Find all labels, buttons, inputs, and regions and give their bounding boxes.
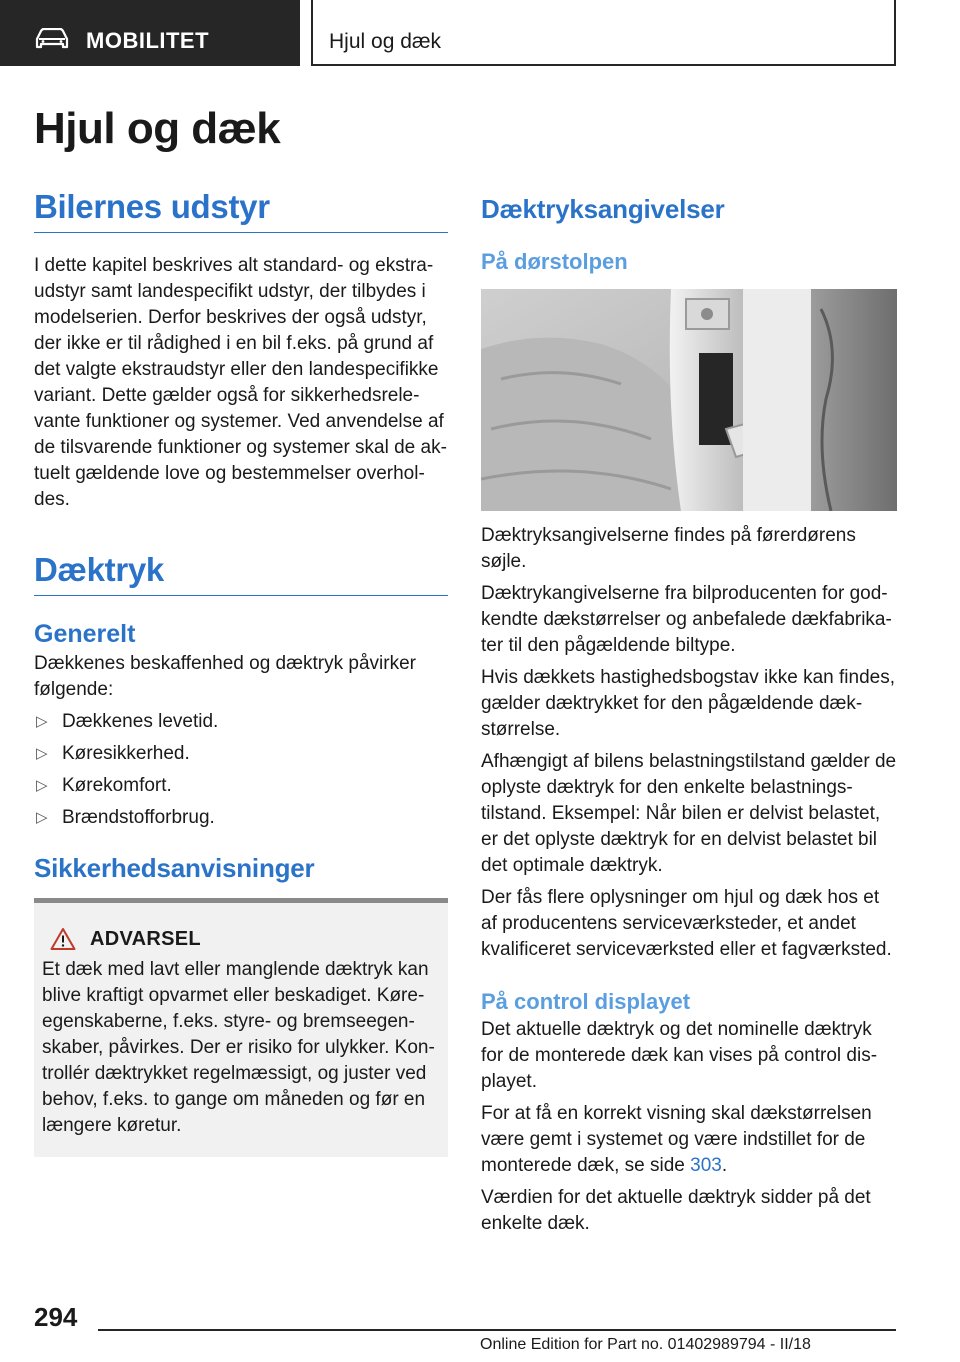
service-info-text: Der fås flere oplysninger om hjul og dæk hos et af producentens serviceværksteder, et andet kvalificeret serviceværksted eller et fagværksted. (481, 887, 892, 960)
heading-safety: Sikkerhedsanvisninger (34, 853, 315, 883)
left-column (34, 188, 448, 1157)
door-pillar-illustration (481, 289, 897, 511)
pressure-location-text: Dæktryksangivelserne findes på førerdørens søjle. (481, 525, 856, 572)
triangle-bullet-icon: ▷ (36, 777, 48, 794)
manufacturer-pressure-text: Dæktrykangivelserne fra bilproducenten for god-kendte dækstørrelser og anbefalede dækfabrika-ter til den pågældende biltype. (481, 583, 892, 656)
triangle-bullet-icon: ▷ (36, 809, 48, 826)
equipment-text: I dette kapitel beskrives alt standard- og ekstra-udstyr samt landespecifikt udstyr, der tilbydes i modelserien. Derfor beskrives der også udstyr, der ikke er til rådighed i en bil f.eks. på grund af det valgte ekstraudstyr eller den landespecifikke variant. Dette gælder også for sikkerhedsrele-vante funktioner og systemer. Ved anvendelse af de tilsvarende funktioner og systemer skal de ak-tuelt gældende love og bestemmelser overhol-des. (34, 255, 447, 510)
load-state-text: Afhængigt af bilens belastningstilstand gælder de oplyste dæktryk for den enkelte belastnings-tilstand. Eksempel: Når bilen er delvist belastet, er det oplyste dæktryk for en delvist belastet bil det optimale dæktryk. (481, 751, 897, 876)
heading-general: Generelt (34, 620, 136, 648)
effects-list (34, 709, 448, 831)
section-header (311, 0, 896, 66)
list-item: ▷ Køresikkerhed. (34, 741, 448, 767)
door-pillar-photo (481, 289, 897, 511)
heading-control-display: På control displayet (481, 989, 691, 1014)
tire-size-text: For at få en korrekt visning skal dækstørrelsen være gemt i systemet og være indstillet for de monterede dæk, se side 303. (481, 1103, 872, 1176)
warning-triangle-icon (50, 927, 76, 951)
right-column (481, 188, 897, 1237)
triangle-bullet-icon: ▷ (36, 713, 48, 730)
heading-tire-pressure: Dæktryk (34, 551, 448, 596)
warning-text: Et dæk med lavt eller manglende dæktryk kan blive kraftigt opvarmet eller beskadiget. Køre-egenskaberne, f.eks. styre- og bremseegen-skaber, påvirkes. Der er risiko for ulykker. Kon-trollér dæktrykket regelmæssigt, og juster ved behov, f.eks. to gange om måneden og før en længere køretur. (42, 959, 435, 1136)
page-link-303[interactable]: 303 (690, 1155, 722, 1176)
page-number: 294 (34, 1302, 78, 1332)
display-pressure-text: Det aktuelle dæktryk og det nominelle dæktryk for de monterede dæk kan vises på control dis-playet. (481, 1019, 878, 1092)
chapter-tab[interactable] (0, 0, 300, 66)
list-item: ▷ Dækkenes levetid. (34, 709, 448, 735)
footer-edition: Online Edition for Part no. 01402989794 - II/18 (480, 1336, 811, 1353)
chapter-label: MOBILITET (86, 28, 210, 53)
section-title: Hjul og dæk (329, 30, 442, 53)
triangle-bullet-icon: ▷ (36, 745, 48, 762)
footer-divider (98, 1329, 896, 1331)
list-item: ▷ Kørekomfort. (34, 773, 448, 799)
heading-door-pillar: På dørstolpen (481, 249, 628, 274)
car-icon (34, 28, 70, 50)
list-item: ▷ Brændstofforbrug. (34, 805, 448, 831)
heading-equipment: Bilernes udstyr (34, 188, 448, 233)
general-text: Dækkenes beskaffenhed og dæktryk påvirker følgende: (34, 653, 416, 700)
warning-header (50, 927, 436, 951)
actual-pressure-text: Værdien for det aktuelle dæktryk sidder på det enkelte dæk. (481, 1187, 871, 1234)
speed-letter-text: Hvis dækkets hastighedsbogstav ikke kan findes, gælder dæktrykket for den pågældende dæk-størrelse. (481, 667, 895, 740)
heading-pressure-indications: Dæktryksangivelser (481, 194, 725, 224)
warning-box (34, 898, 448, 1157)
page-title: Hjul og dæk (34, 104, 281, 153)
page-header (0, 0, 960, 66)
warning-title: ADVARSEL (90, 927, 201, 950)
